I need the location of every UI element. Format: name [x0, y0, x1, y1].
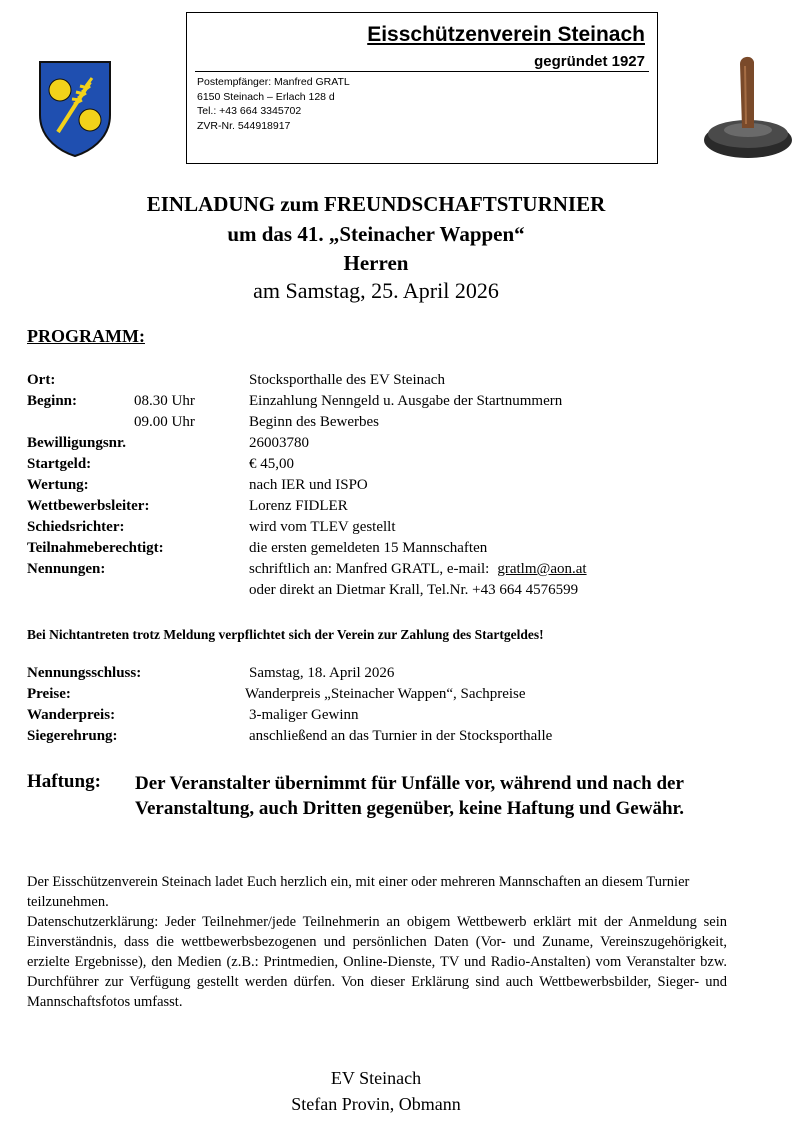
no-show-notice: Bei Nichtantreten trotz Meldung verpflichtet sich der Verein zur Zahlung des Startgeldes!	[27, 627, 544, 642]
row-nennungsschluss	[27, 665, 727, 686]
siegerehrung-value: anschließend an das Turnier in der Stocksporthalle	[249, 728, 553, 744]
contact-address: 6150 Steinach – Erlach 128 d	[197, 90, 335, 103]
preise-value: Wanderpreis „Steinacher Wappen“, Sachpreise	[245, 686, 526, 702]
row-nennungen	[27, 561, 727, 582]
header-box	[186, 12, 658, 164]
tournament-name: um das 41. „Steinacher Wappen“	[227, 222, 525, 246]
liability-text: Der Veranstalter übernimmt für Unfälle vor, während und nach der Veranstaltung, auch Dritten gegenüber, keine Haftung und Gewähr.	[135, 773, 684, 819]
row-ort	[27, 372, 727, 393]
row-beginn	[27, 393, 727, 414]
row-wanderpreis	[27, 707, 727, 728]
invitation-title: EINLADUNG zum FREUNDSCHAFTSTURNIER	[146, 192, 606, 216]
row-bewilligung	[27, 435, 727, 456]
bewilligung-label: Bewilligungsnr.	[27, 435, 127, 451]
header-divider	[195, 71, 649, 72]
club-name: Eisschützenverein Steinach	[367, 23, 645, 46]
ort-value: Stocksporthalle des EV Steinach	[249, 372, 445, 388]
row-leiter	[27, 498, 727, 519]
row-siegerehrung	[27, 728, 727, 749]
row-nennungen-2	[27, 582, 727, 603]
beginn-time-1: 08.30 Uhr	[134, 393, 195, 409]
contact-zvr: ZVR-Nr. 544918917	[197, 119, 291, 132]
preise-label: Preise:	[27, 686, 71, 702]
ort-label: Ort:	[27, 372, 56, 388]
event-date: am Samstag, 25. April 2026	[253, 278, 499, 303]
program-heading: PROGRAMM:	[27, 326, 145, 346]
contact-block	[197, 75, 350, 133]
schiedsrichter-value: wird vom TLEV gestellt	[249, 519, 396, 535]
nennungen-label: Nennungen:	[27, 561, 106, 577]
row-schiedsrichter	[27, 519, 727, 540]
teilnahme-value: die ersten gemeldeten 15 Mannschaften	[249, 540, 488, 556]
row-teilnahme	[27, 540, 727, 561]
wertung-label: Wertung:	[27, 477, 89, 493]
beginn-value-1: Einzahlung Nenngeld u. Ausgabe der Startnummern	[249, 393, 563, 409]
startgeld-label: Startgeld:	[27, 456, 92, 472]
signature-chairman: Stefan Provin, Obmann	[291, 1094, 461, 1114]
privacy-statement: Datenschutzerklärung: Jeder Teilnehmer/jede Teilnehmerin an obigem Wettbewerb erklärt mit der Anmeldung sein Einverständnis, dass die wettbewerbsbezogenen und persönlichen Daten (Vor- und Zuname, Vereinszugehörigkeit, erzielte Ergebnisse), den Medien (z.B.: Printmedien, Online-Dienste, TV und Radio-Anstalten) vom Veranstalter bzw. Durchführer zur Verfügung gestellt werden dürfen. Von dieser Erklärung sind auch Wettbewerbsbilder, Sieger- und Mannschaftsfotos umfasst.	[27, 914, 727, 1010]
schluss-value: Samstag, 18. April 2026	[249, 665, 395, 681]
bewilligung-value: 26003780	[249, 435, 309, 451]
leiter-value: Lorenz FIDLER	[249, 498, 348, 514]
category: Herren	[343, 251, 409, 275]
schluss-label: Nennungsschluss:	[27, 665, 142, 681]
teilnahme-label: Teilnahmeberechtigt:	[27, 540, 164, 556]
schiedsrichter-label: Schiedsrichter:	[27, 519, 125, 535]
email-link[interactable]: gratlm@aon.at	[497, 561, 587, 577]
founded-year: gegründet 1927	[534, 53, 645, 70]
contact-phone: Tel.: +43 664 3345702	[197, 105, 302, 117]
contact-recipient: Postempfänger: Manfred GRATL	[197, 76, 350, 88]
startgeld-value: € 45,00	[249, 456, 294, 472]
wertung-value: nach IER und ISPO	[249, 477, 368, 493]
row-beginn-2	[27, 414, 727, 435]
row-wertung	[27, 477, 727, 498]
leiter-label: Wettbewerbsleiter:	[27, 498, 150, 514]
nennungen-value-2: oder direkt an Dietmar Krall, Tel.Nr. +43 664 4576599	[249, 582, 579, 598]
wanderpreis-value: 3-maliger Gewinn	[249, 707, 359, 723]
wanderpreis-label: Wanderpreis:	[27, 707, 116, 723]
liability-label: Haftung:	[27, 771, 101, 792]
nennungen-text: schriftlich an: Manfred GRATL, e-mail:	[249, 561, 490, 577]
coat-of-arms-icon	[38, 60, 112, 158]
invitation-text: Der Eisschützenverein Steinach ladet Euch herzlich ein, mit einer oder mehreren Mannschaften an diesem Turnier teilzunehmen.	[27, 874, 690, 910]
row-startgeld	[27, 456, 727, 477]
signature-club: EV Steinach	[330, 1068, 422, 1088]
beginn-label: Beginn:	[27, 393, 78, 409]
beginn-value-2: Beginn des Bewerbes	[249, 414, 379, 430]
eisstock-icon	[700, 50, 796, 168]
nennungen-value	[249, 561, 587, 578]
row-preise	[27, 686, 727, 707]
siegerehrung-label: Siegerehrung:	[27, 728, 118, 744]
beginn-time-2: 09.00 Uhr	[134, 414, 195, 430]
